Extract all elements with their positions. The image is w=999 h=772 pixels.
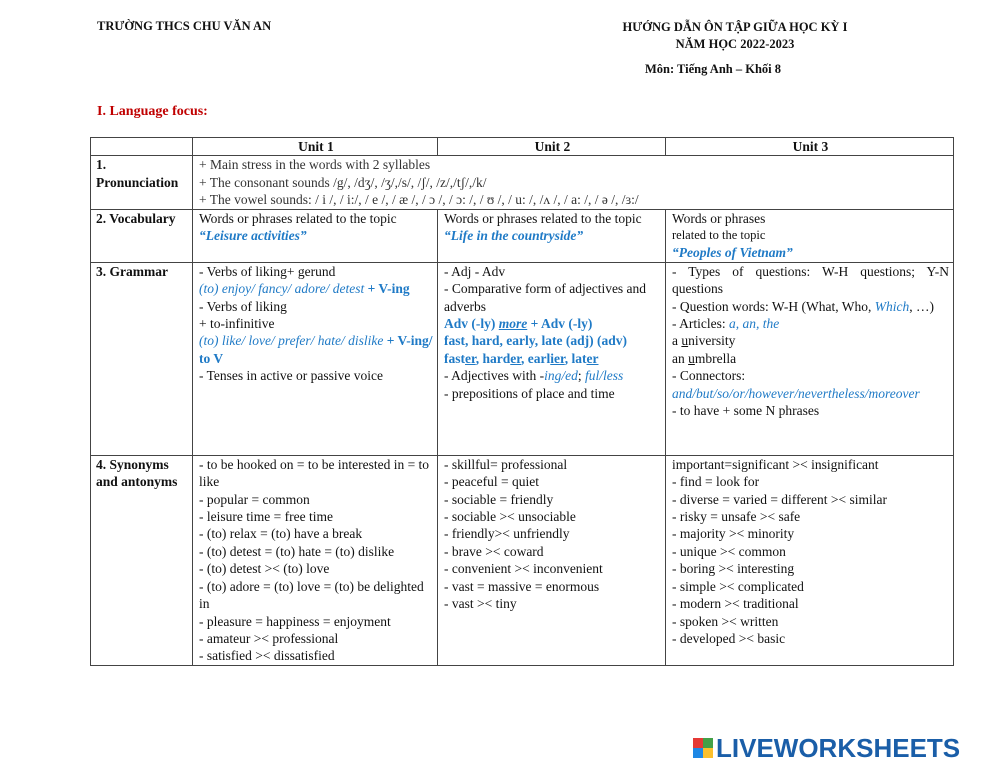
unit1-header: Unit 1	[193, 138, 438, 156]
vocab-text: related to the topic	[672, 228, 766, 243]
grammar-form: + V-ing/ to V	[199, 333, 433, 366]
more-word: more	[498, 316, 528, 332]
article-example: niversity	[688, 333, 736, 349]
question-word: Which	[874, 298, 910, 314]
synonym-item: - skillful= professional	[444, 456, 568, 472]
vocab-topic: “Peoples of Vietnam”	[672, 245, 793, 261]
comparative-part: , earl	[521, 350, 551, 366]
pronunciation-content	[193, 156, 954, 209]
synonym-item: - (to) detest = (to) hate = (to) dislike	[199, 543, 395, 559]
synonym-item: - satisfied >< dissatisfied	[199, 648, 335, 664]
synonym-item: - (to) relax = (to) have a break	[199, 526, 363, 542]
grammar-line: ;	[577, 368, 585, 384]
grammar-line: - Types of questions: W-H questions; Y-N questions	[672, 263, 949, 297]
vocab-topic: “Life in the countryside”	[444, 228, 584, 244]
comparative-suffix: er	[586, 350, 599, 366]
grammar-line: - Verbs of liking+ gerund	[199, 263, 336, 279]
synonym-item: - spoken >< written	[672, 613, 779, 629]
synonyms-unit2	[438, 455, 666, 665]
grammar-unit1	[193, 262, 438, 455]
synonym-item: - friendly>< unfriendly	[444, 526, 570, 542]
grammar-unit3	[666, 262, 954, 455]
grammar-line: - Connectors:	[672, 368, 746, 384]
pronunciation-line: + The consonant sounds /g/, /dʒ/, /ʒ/,/s/, /ʃ/, /z/,/tʃ/,/k/	[199, 174, 487, 190]
article-example: u	[688, 350, 695, 366]
synonym-item: - simple >< complicated	[672, 578, 804, 594]
synonym-item: important=significant >< insignificant	[672, 456, 879, 472]
adv-form: Adv (-ly)	[444, 316, 499, 332]
grammar-line: + to-infinitive	[199, 316, 275, 332]
adv-form: + Adv (-ly)	[527, 316, 593, 332]
logo-wordmark: LIVEWORKSHEETS	[716, 732, 961, 763]
grammar-line: - Comparative form of adjectives and adverbs	[444, 281, 647, 314]
synonym-item: - diverse = varied = different >< similar	[672, 491, 888, 507]
synonym-item: - brave >< coward	[444, 543, 544, 559]
synonym-item: - vast = massive = enormous	[444, 578, 600, 594]
school-year: NĂM HỌC 2022-2023	[675, 37, 795, 51]
synonym-item: - find = look for	[672, 474, 760, 490]
school-name: TRƯỜNG THCS CHU VĂN AN	[97, 19, 272, 33]
synonym-item: - developed >< basic	[672, 630, 786, 646]
synonyms-label: 4. Synonyms and antonyms	[91, 455, 193, 665]
grammar-line: - Question words: W-H (What, Who,	[672, 298, 875, 314]
suffix-example: ing/ed	[544, 368, 578, 384]
document-title-block	[560, 19, 910, 53]
pronunciation-line: + Main stress in the words with 2 syllables	[199, 157, 431, 173]
vocabulary-unit3	[666, 209, 954, 262]
grammar-row	[91, 262, 954, 455]
vocabulary-label: 2. Vocabulary	[91, 209, 193, 262]
section-title: I. Language focus:	[97, 104, 208, 119]
synonym-item: - majority >< minority	[672, 526, 795, 542]
synonyms-unit3	[666, 455, 954, 665]
comparative-part: , hard	[475, 350, 511, 366]
table-header-row	[91, 138, 954, 156]
article-example: a	[672, 333, 682, 349]
liveworksheets-mark-icon	[693, 738, 713, 758]
vocabulary-unit2	[438, 209, 666, 262]
grammar-line: - Verbs of liking	[199, 298, 287, 314]
grammar-line: - prepositions of place and time	[444, 385, 615, 401]
vocab-text: Words or phrases	[672, 210, 766, 226]
guide-title: HƯỚNG DẪN ÔN TẬP GIỮA HỌC KỲ I	[622, 20, 848, 34]
synonyms-unit1	[193, 455, 438, 665]
vocab-topic: “Leisure activities”	[199, 228, 307, 244]
synonym-item: - risky = unsafe >< safe	[672, 509, 801, 525]
synonym-item: - pleasure = happiness = enjoyment	[199, 613, 391, 629]
vocabulary-row	[91, 209, 954, 262]
synonym-item: - leisure time = free time	[199, 509, 333, 525]
grammar-line: , …)	[909, 298, 934, 314]
grammar-line: - Articles:	[672, 316, 729, 332]
article-example: mbrella	[694, 350, 737, 366]
synonym-item: - sociable >< unsociable	[444, 509, 576, 525]
grammar-form: + V-ing	[364, 281, 410, 297]
synonym-item: - sociable = friendly	[444, 491, 554, 507]
suffix-example: ful/less	[585, 368, 624, 384]
language-focus-table	[90, 137, 954, 666]
synonym-item: - (to) adore = (to) love = (to) be delighted in	[199, 578, 424, 612]
grammar-unit2	[438, 262, 666, 455]
connectors-list: and/but/so/or/however/nevertheless/moreover	[672, 385, 920, 401]
irregular-words: fast, hard, early, late (adj) (adv)	[444, 333, 627, 349]
liveworksheets-logo[interactable]	[693, 733, 993, 763]
unit3-header: Unit 3	[666, 138, 954, 156]
synonym-item: - to be hooked on = to be interested in = to like	[199, 456, 430, 490]
unit2-header: Unit 2	[438, 138, 666, 156]
pronunciation-row	[91, 156, 954, 209]
grammar-line: - to have + some N phrases	[672, 403, 820, 419]
synonym-item: - vast >< tiny	[444, 596, 517, 612]
synonym-item: - amateur >< professional	[199, 630, 339, 646]
synonym-item: - popular = common	[199, 491, 310, 507]
subject-line: Môn: Tiếng Anh – Khối 8	[644, 62, 782, 76]
synonym-item: - convenient >< inconvenient	[444, 561, 603, 577]
synonym-item: - (to) detest >< (to) love	[199, 561, 330, 577]
comparative-part: , lat	[564, 350, 587, 366]
comparative-part: fast	[444, 350, 465, 366]
synonym-item: - boring >< interesting	[672, 561, 795, 577]
synonym-item: - peaceful = quiet	[444, 474, 539, 490]
pronunciation-label: 1. Pronunciation	[91, 156, 193, 209]
comparative-suffix: er	[510, 350, 522, 366]
articles-example: a, an, the	[729, 316, 780, 332]
grammar-line: - Adjectives with -	[444, 368, 545, 384]
pronunciation-line: + The vowel sounds: / i /, / i:/, / e /, / æ /, / ɔ /, / ɔ: /, / ʊ /, / u: /, /ʌ /, / a: /, / ə /, /ɜ:/	[199, 192, 639, 208]
vocab-text: Words or phrases related to the topic	[444, 210, 642, 226]
vocabulary-unit1	[193, 209, 438, 262]
article-example: an	[672, 350, 689, 366]
article-example: u	[681, 333, 689, 349]
grammar-verbs: (to) like/ love/ prefer/ hate/ dislike	[199, 333, 384, 349]
synonym-item: - modern >< traditional	[672, 596, 799, 612]
grammar-verbs: (to) enjoy/ fancy/ adore/ detest	[199, 281, 365, 297]
synonyms-row	[91, 455, 954, 665]
comparative-suffix: ier	[550, 350, 565, 366]
grammar-line: - Adj - Adv	[444, 263, 506, 279]
grammar-line: - Tenses in active or passive voice	[199, 368, 383, 384]
corner-cell	[91, 138, 193, 156]
grammar-label: 3. Grammar	[91, 262, 193, 455]
comparative-suffix: er	[465, 350, 476, 366]
synonym-item: - unique >< common	[672, 543, 786, 559]
vocab-text: Words or phrases related to the topic	[199, 210, 397, 226]
